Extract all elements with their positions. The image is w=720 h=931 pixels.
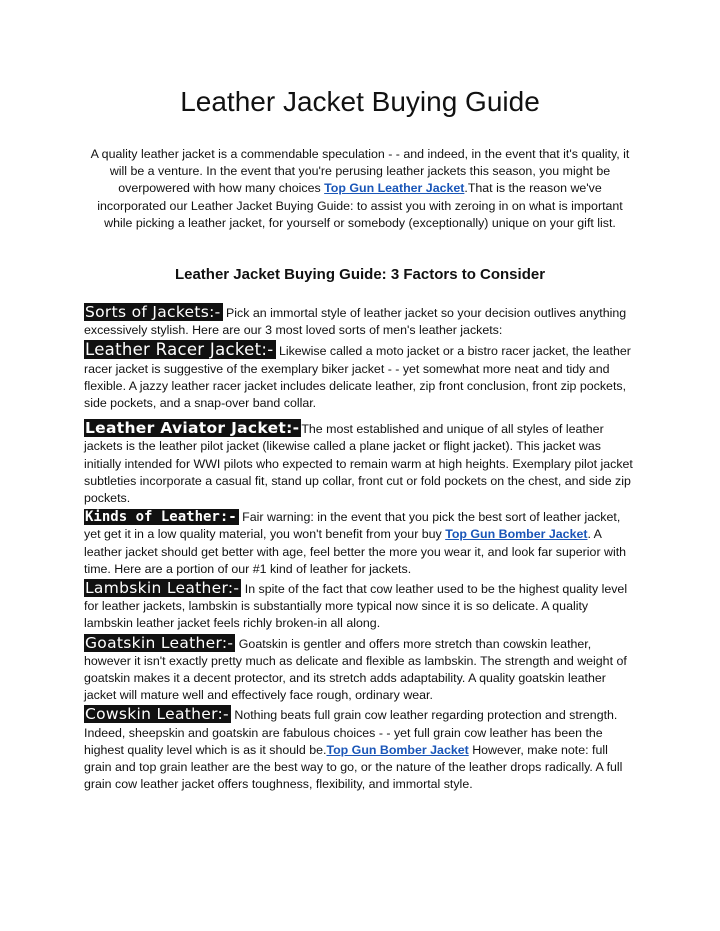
section-racer xyxy=(84,341,636,412)
top-gun-leather-jacket-link[interactable]: Top Gun Leather Jacket xyxy=(324,181,465,196)
racer-heading: Leather Racer Jacket:- xyxy=(85,340,274,360)
section-lambskin xyxy=(84,580,636,633)
section-kinds xyxy=(84,509,636,578)
sorts-heading: Sorts of Jackets:- xyxy=(85,303,221,321)
intro-text-2: .That is the reason we've incorporated our Leather Jacket Buying Guide: to assist you with zeroing in on what is important while picking a leather jacket, for yourself or somebody (exceptionally) unique on your gift list. xyxy=(97,181,623,230)
lambskin-heading: Lambskin Leather:- xyxy=(85,579,240,598)
section-subtitle: Leather Jacket Buying Guide: 3 Factors to Consider xyxy=(174,266,546,283)
page-title: Leather Jacket Buying Guide xyxy=(180,86,540,117)
top-gun-bomber-jacket-link-1[interactable]: Top Gun Bomber Jacket xyxy=(445,527,588,542)
section-cowskin xyxy=(84,706,636,793)
sorts-text: Pick an immortal style of leather jacket so your decision outlives anything excessively stylish. Here are our 3 most loved sorts of men's leather jackets: xyxy=(84,306,627,338)
racer-text: Likewise called a moto jacket or a bistro racer jacket, the leather racer jacket is suggestive of the exemplary biker jacket - - yet somewhat more neat and tidy and flexible. A jazzy leather racer jacket includes delicate leather, zip front conclusion, front zip pockets, side pockets, and a snap-over band collar. xyxy=(84,344,631,411)
cowskin-text-2: However, make note: full grain and top grain leather are the best way to go, or the nature of the leather drops radically. A full grain cow leather jacket offers toughness, flexibility, and immortal style. xyxy=(84,742,623,792)
article-body xyxy=(84,304,636,793)
section-aviator xyxy=(84,420,636,507)
aviator-text: The most established and unique of all styles of leather jackets is the leather pilot jacket (likewise called a plane jacket or flight jacket). This jacket was initially intended for WWI pilots who expected to remain warm at high heights. Exemplary pilot jacket subtleties incorporate a casual fit, stand up collar, front cut or fold pockets on the chest, and side zip pockets. xyxy=(84,422,633,506)
cowskin-heading: Cowskin Leather:- xyxy=(85,705,229,724)
goatskin-text: Goatskin is gentler and offers more stretch than cowskin leather, however it isn't exactly pretty much as delicate and flexible as lambskin. The strength and weight of goatskin makes it a decent protector, and its stretch adds adaptability. A quality goatskin leather jacket will mature well and effectively face rough, ordinary wear. xyxy=(84,636,627,703)
intro-text-1: A quality leather jacket is a commendable speculation - - and indeed, in the event that it's quality, it will be a venture. In the event that you're perusing leather jackets this season, you might be overpowered with how many choices xyxy=(90,147,630,196)
intro-paragraph xyxy=(84,146,636,232)
kinds-heading: Kinds of Leather:- xyxy=(85,509,237,526)
top-gun-bomber-jacket-link-2[interactable]: Top Gun Bomber Jacket xyxy=(326,742,469,757)
kinds-text-2: . A leather jacket should get better with age, feel better the more you wear it, and look far superior with time. Here are a portion of our #1 kind of leather for jackets. xyxy=(84,527,627,576)
cowskin-text-1: Nothing beats full grain cow leather regarding protection and strength. Indeed, sheepskin and goatskin are fabulous choices - - yet full grain cow leather has been the highest quality level which is as it should be. xyxy=(84,708,618,757)
goatskin-heading: Goatskin Leather:- xyxy=(85,633,234,652)
section-sorts xyxy=(84,304,636,339)
lambskin-text: In spite of the fact that cow leather used to be the highest quality level for leather jackets, lambskin is substantially more typical now since it is so delicate. A quality lambskin leather jacket feels richly broken-in all along. xyxy=(84,582,628,631)
kinds-text-1: Fair warning: in the event that you pick the best sort of leather jacket, yet get it in a low quality material, you won't benefit from your buy xyxy=(84,510,621,542)
section-goatskin xyxy=(84,635,636,705)
aviator-heading: Leather Aviator Jacket:- xyxy=(85,419,300,438)
